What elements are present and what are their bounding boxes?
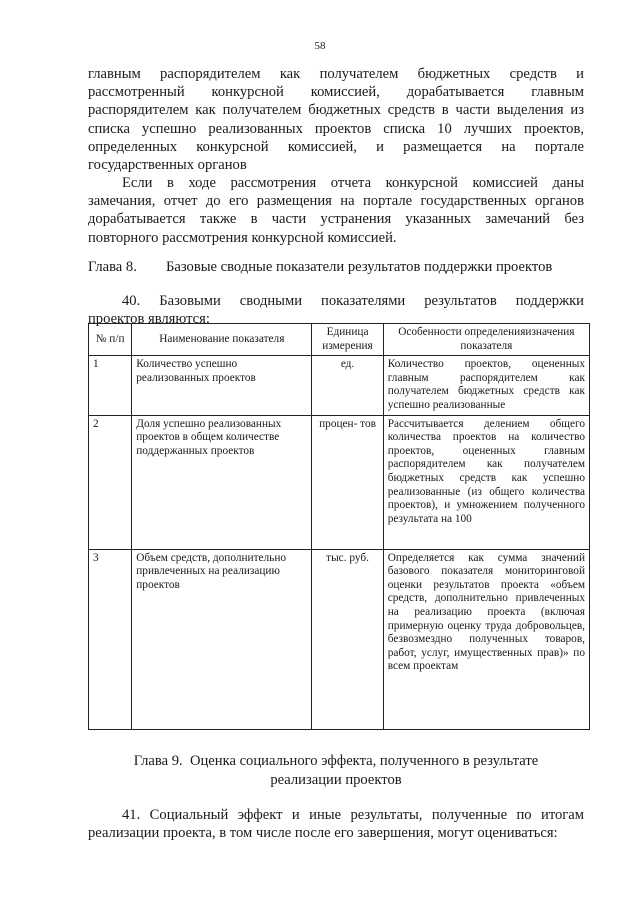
text-line: проектов являются: xyxy=(88,311,210,328)
item-41 xyxy=(88,806,584,842)
row-unit: тыс. руб. xyxy=(312,549,383,729)
header-unit: Единица измерения xyxy=(312,324,383,356)
row-name: Количество успешно реализованных проектов xyxy=(132,356,312,415)
table-row xyxy=(89,415,590,549)
chapter-number: Глава 8. xyxy=(88,259,137,275)
row-num: 2 xyxy=(89,415,132,549)
header-description: Особенности определенияизначения показателя xyxy=(383,324,589,356)
row-name: Доля успешно реализованных проектов в общем количестве поддержанных проектов xyxy=(132,415,312,549)
text-line: определенных конкурсной комиссией, и размещается на портале xyxy=(88,138,584,155)
text-line: дорабатывается также в части устранения указанных замечаний без xyxy=(88,211,584,228)
chapter-9-line: Глава 9. Оценка социального эффекта, полученного в результате xyxy=(133,753,539,769)
row-unit: процен- тов xyxy=(312,415,383,549)
paragraph-approval xyxy=(88,65,584,174)
text-line: Если в ходе рассмотрения отчета конкурсной комиссией даны xyxy=(122,175,584,191)
chapter-9-line: реализации проектов xyxy=(270,771,402,788)
row-num: 1 xyxy=(89,356,132,415)
chapter-title: Базовые сводные показатели результатов поддержки проектов xyxy=(166,259,553,275)
chapter-8-heading xyxy=(88,259,584,276)
text-line: повторного рассмотрения конкурсной комиссией. xyxy=(88,229,397,246)
chapter-9-heading xyxy=(88,752,584,789)
text-line: распорядителем как получателем бюджетных средств в части выделения из xyxy=(88,102,584,119)
header-num: № п/п xyxy=(89,324,132,356)
row-name: Объем средств, дополнительно привлеченных на реализацию проектов xyxy=(132,549,312,729)
table-header-row xyxy=(89,324,590,356)
header-name: Наименование показателя xyxy=(132,324,312,356)
page-number: 58 xyxy=(314,40,326,52)
text-line: 41. Социальный эффект и иные результаты, полученные по итогам xyxy=(122,807,584,823)
row-num: 3 xyxy=(89,549,132,729)
text-line: 40. Базовыми сводными показателями результатов поддержки xyxy=(122,293,584,309)
indicators-table xyxy=(88,323,590,730)
table-row xyxy=(89,356,590,415)
text-line: главным распорядителем как получателем бюджетных средств и xyxy=(88,66,584,82)
row-description: Определяется как сумма значений базового показателя мониторинговой оценки результатов проекта «объем средств, дополнительно привлеченных на реализацию проекта (включая примерную оценку труда добровольцев, безвозмездно полученных товаров, работ, услуг, имущественных прав)» по всем проектам xyxy=(383,549,589,729)
text-line: списка успешно реализованных проектов списка 10 лучших проектов, xyxy=(88,120,584,137)
row-description: Количество проектов, оцененных главным распорядителем как получателем бюджетных средств как успешно реализованные xyxy=(383,356,589,415)
text-line: замечания, отчет до его размещения на портале государственных органов xyxy=(88,193,584,210)
text-line: государственных органов xyxy=(88,157,247,174)
text-line: рассмотренный конкурсной комиссией, дорабатывается главным xyxy=(88,84,584,101)
table-row xyxy=(89,549,590,729)
row-unit: ед. xyxy=(312,356,383,415)
paragraph-remarks xyxy=(88,174,584,247)
text-line: реализации проекта, в том числе после его завершения, могут оцениваться: xyxy=(88,825,558,842)
row-description: Рассчитывается делением общего количества проектов на количество проектов, оцененных главным распорядителем как получателем бюджетных средств как успешно реализованные (из общего количества проектов), и умножением полученного результата на 100 xyxy=(383,415,589,549)
